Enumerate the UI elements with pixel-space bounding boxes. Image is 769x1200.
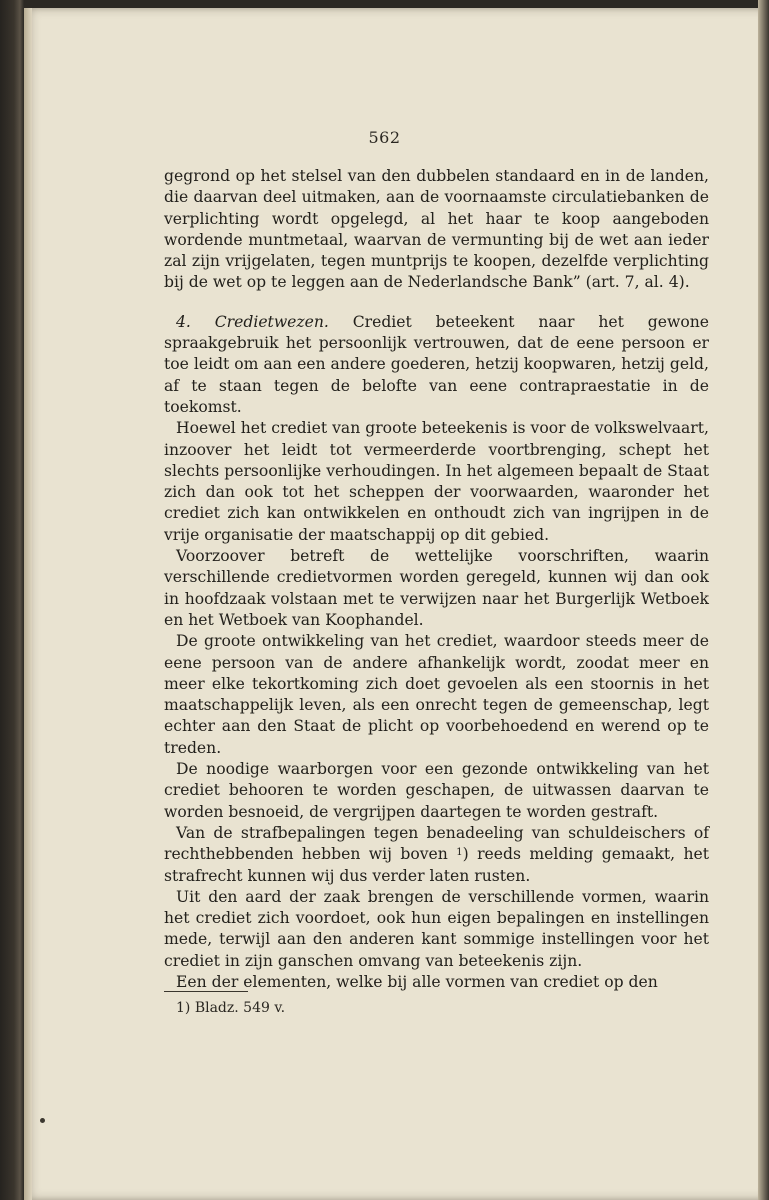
paragraph-truncated: Een der elementen, welke bij alle vormen van crediet op den (176, 972, 658, 991)
section-heading: 4. Credietwezen. (176, 312, 329, 331)
paragraph-section-credietwezen (164, 312, 709, 418)
paragraph: Hoewel het crediet van groote beteekenis is voor de volkswelvaart, inzoover het leidt tot vermeerderde voortbrenging, schept het slechts persoonlijke verhoudingen. In het algemeen bepaalt de Staat zich dan ook tot het scheppen der voorwaarden, waaronder het crediet zich kan ontwikkelen en onthoudt zich van ingrijpen in de vrije organisatie der maatschappij op dit gebied. (164, 419, 709, 544)
footnote-divider (164, 991, 248, 992)
paragraph-text: ) reeds melding gemaakt, het strafrecht kunnen wij dus verder laten rusten. (164, 845, 709, 885)
page-gutter-shadow (24, 8, 32, 1200)
scan-speck (40, 1118, 45, 1123)
paragraph-continuation: gegrond op het stelsel van den dubbelen standaard en in de landen, die daarvan deel uitmaken, aan de voornaamste circulatiebanken de verplichting wordt opgelegd, al het haar te koop aangeboden wordende muntmetaal, waarvan de vermunting bij de wet aan ieder zal zijn vrijgelaten, tegen muntprijs te koopen, dezelfde verplichting bij de wet op te leggen aan de Nederlandsche Bank” (art. 7, al. 4). (164, 167, 709, 292)
footnote-reference: 1 (456, 847, 463, 859)
page-number: 562 (368, 128, 401, 147)
paragraph-text: Crediet beteekent naar het gewone spraakgebruik het persoonlijk vertrouwen, dat de eene persoon er toe leidt om aan een andere goederen, hetzij koopwaren, hetzij geld, af te staan tegen de belofte van eene contrapraestatie in de toekomst. (164, 312, 709, 416)
page-right-edge (758, 0, 769, 1200)
paragraph-text: Van de strafbepalingen tegen benadeeling van schuldeischers of rechthebbenden hebben wij boven (164, 823, 709, 864)
paragraph: Voorzoover betreft de wettelijke voorschriften, waarin verschillende credietvormen worden geregeld, kunnen wij dan ook in hoofdzaak volstaan met te verwijzen naar het Burgerlijk Wetboek en het Wetboek van Koophandel. (164, 547, 709, 629)
paragraph: De noodige waarborgen voor een gezonde ontwikkeling van het crediet behooren te worden geschapen, de uitwassen daarvan te worden besnoeid, de vergrijpen daartegen te worden gestraft. (164, 760, 709, 821)
paragraph: Uit den aard der zaak brengen de verschillende vormen, waarin het crediet zich voordoet, ook hun eigen bepalingen en instellingen mede, terwijl aan den anderen kant sommige instellingen voor het crediet in zijn ganschen omvang van beteekenis zijn. (164, 887, 709, 970)
body-text (164, 166, 709, 993)
paragraph-with-footnote (164, 823, 709, 887)
footnote: 1) Bladz. 549 v. (176, 1000, 286, 1016)
paragraph: De groote ontwikkeling van het crediet, waardoor steeds meer de eene persoon van de andere afhankelijk wordt, zoodat meer en meer elke tekortkoming zich doet gevoelen als een stoornis in het maatschappelijk leven, als een onrecht tegen de gemeenschap, legt echter aan den Staat de plicht op voorbehoedend en werend op te treden. (164, 632, 709, 757)
